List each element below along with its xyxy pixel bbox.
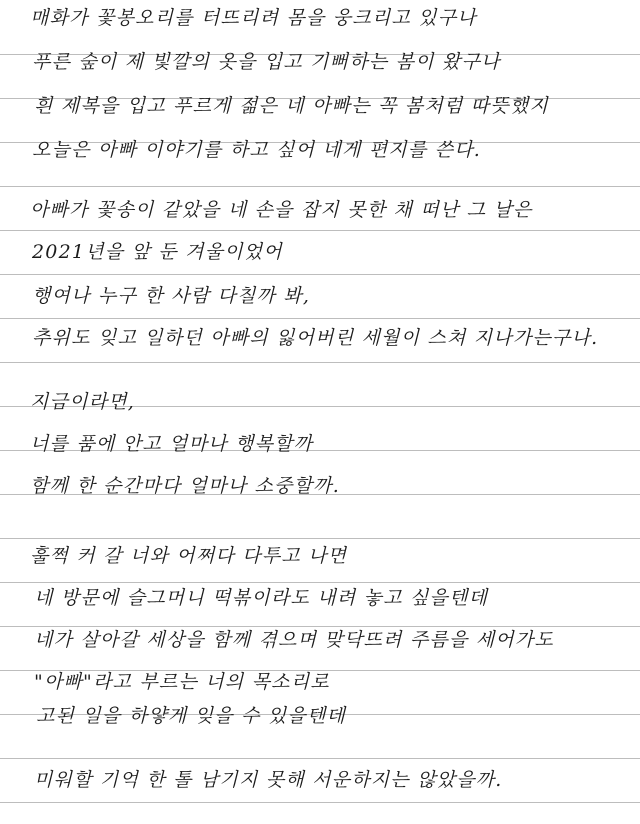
letter-line-text: 미워할 기억 한 톨 남기지 못해 서운하지는 않았을까. xyxy=(34,769,503,791)
letter-line xyxy=(0,380,640,424)
letter-line xyxy=(0,694,640,738)
letter-line xyxy=(0,128,640,172)
letter-line xyxy=(0,422,640,466)
letter-line-text: 함께 한 순간마다 얼마나 소중할까. xyxy=(30,475,340,497)
letter-line xyxy=(0,274,640,318)
letter-line xyxy=(0,758,640,802)
letter-line-text: 너를 품에 안고 얼마나 행복할까 xyxy=(30,433,314,455)
letter-line-text: "아빠"라고 부르는 너의 목소리로 xyxy=(34,671,330,693)
letter-line xyxy=(0,188,640,232)
letter-line xyxy=(0,0,640,40)
letter-line xyxy=(0,316,640,360)
letter-line-text: 네가 살아갈 세상을 함께 겪으며 맞닥뜨려 주름을 세어가도 xyxy=(34,629,554,651)
letter-line-text: 지금이라면, xyxy=(30,391,136,413)
letter-line xyxy=(0,534,640,578)
letter-line xyxy=(0,230,640,274)
letter-line-text: 네 방문에 슬그머니 떡볶이라도 내려 놓고 싶을텐데 xyxy=(34,587,489,609)
letter-line-text: 흰 제복을 입고 푸르게 젊은 네 아빠는 꼭 봄처럼 따뜻했지 xyxy=(34,95,549,117)
letter-line-text: 푸른 숲이 제 빛깔의 옷을 입고 기뻐하는 봄이 왔구나 xyxy=(32,51,501,73)
letter-line-text: 2021년을 앞 둔 겨울이었어 xyxy=(32,241,283,263)
letter-line-text: 행여나 누구 한 사람 다칠까 봐, xyxy=(32,285,311,307)
letter-line-text: 오늘은 아빠 이야기를 하고 싶어 네게 편지를 쓴다. xyxy=(32,139,481,161)
letter-line xyxy=(0,576,640,620)
letter-line xyxy=(0,84,640,128)
letter-line xyxy=(0,618,640,662)
letter-line-text: 아빠가 꽃송이 같았을 네 손을 잡지 못한 채 떠난 그 날은 xyxy=(30,199,533,221)
letter-line-text: 고된 일을 하얗게 잊을 수 있을텐데 xyxy=(36,705,346,727)
letter-line xyxy=(0,40,640,84)
letter-line xyxy=(0,464,640,508)
letter-line-text: 훌쩍 커 갈 너와 어쩌다 다투고 나면 xyxy=(30,545,348,567)
letter-line-text: 매화가 꽃봉오리를 터뜨리려 몸을 웅크리고 있구나 xyxy=(30,7,477,29)
letter-line-text: 추위도 잊고 일하던 아빠의 잃어버린 세월이 스쳐 지나가는구나. xyxy=(32,327,599,349)
